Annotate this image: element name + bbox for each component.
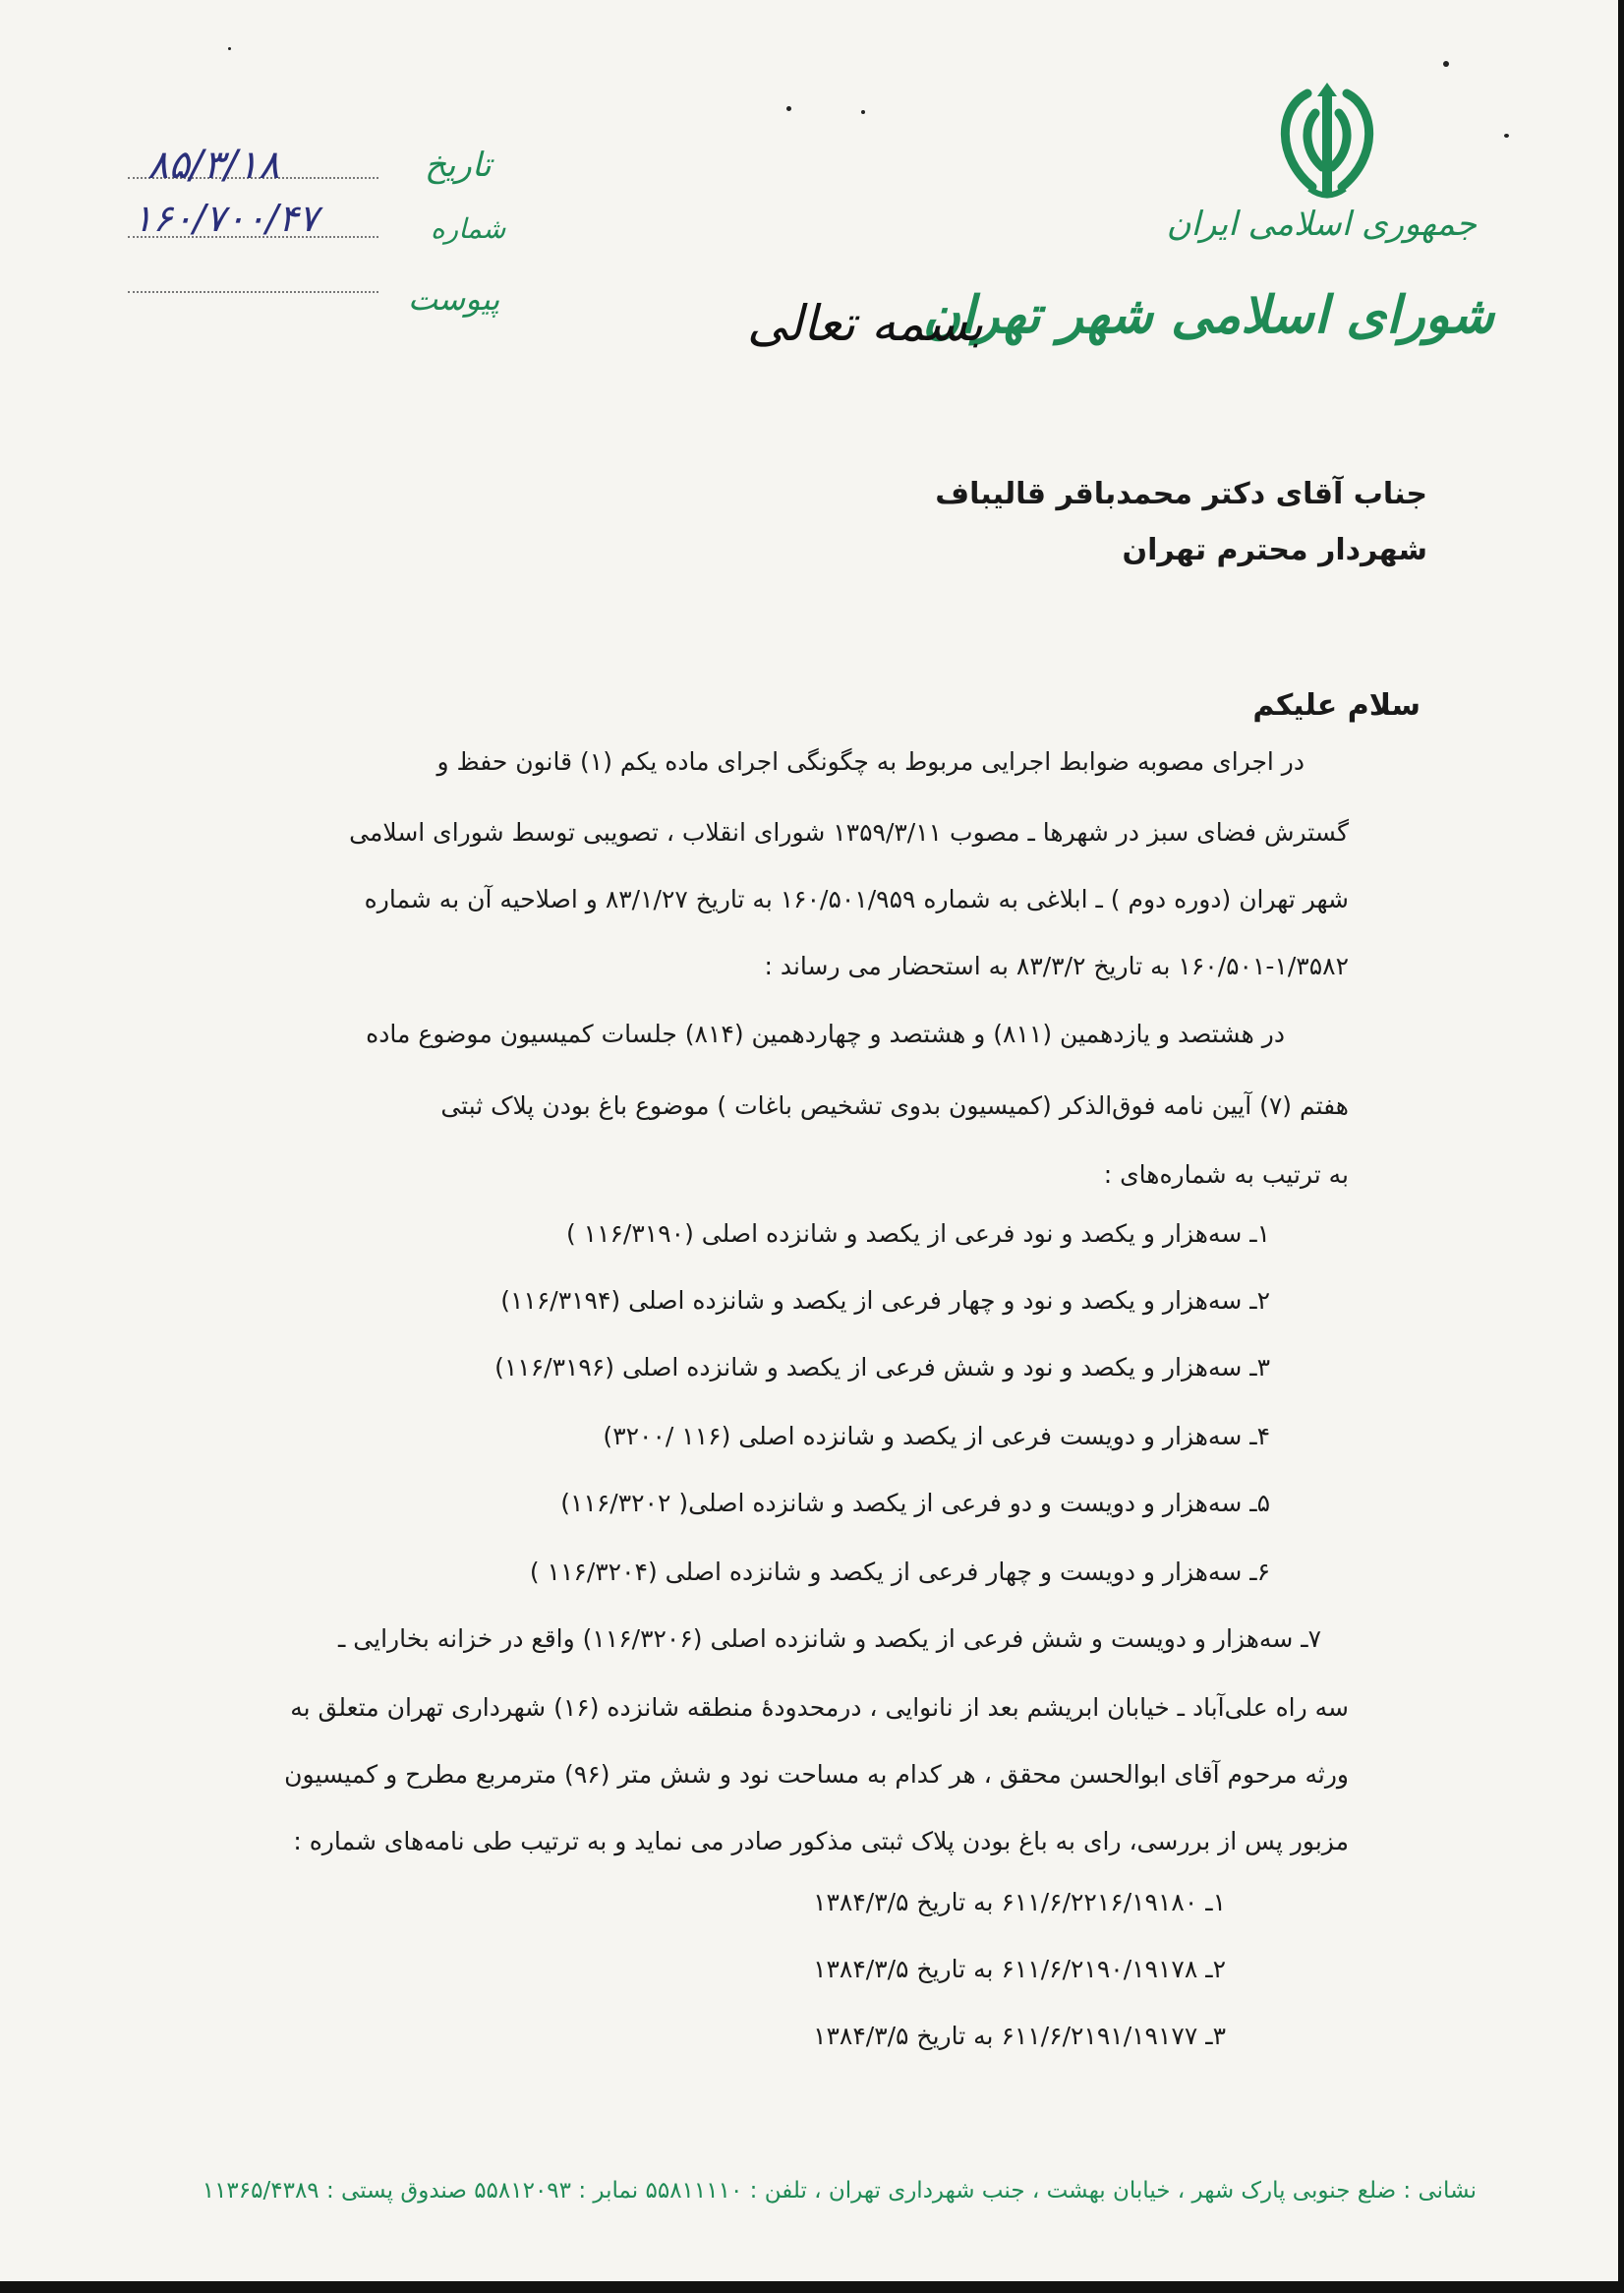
plate-item: ۴ـ سه‌هزار و دویست فرعی از یکصد و شانزده اصلی (۱۱۶ /۳۲۰۰) [603, 1422, 1270, 1450]
addressee-name: جناب آقای دکتر محمدباقر قالیباف [935, 477, 1427, 511]
number-label: شماره [431, 212, 506, 245]
scan-border-right [1618, 0, 1624, 2293]
bismillah-heading: بسمه تعالی [747, 295, 984, 352]
plate-item: ۶ـ سه‌هزار و دویست و چهار فرعی از یکصد و شانزده اصلی (۱۱۶/۳۲۰۴ ) [529, 1558, 1270, 1586]
org-council-name: شورای اسلامی شهر تهران [922, 285, 1494, 345]
paragraph-line: ۱۶۰/۵۰۱-۱/۳۵۸۲ به تاریخ ۸۳/۳/۲ به استحضار می رساند : [764, 952, 1349, 980]
addressee-title: شهردار محترم تهران [1122, 533, 1427, 567]
plate-item: ۲ـ سه‌هزار و یکصد و نود و چهار فرعی از یکصد و شانزده اصلی (۱۱۶/۳۱۹۴) [500, 1286, 1270, 1315]
paragraph-line: به ترتیب به شماره‌های : [1103, 1160, 1349, 1189]
paragraph-line: گسترش فضای سبز در شهرها ـ مصوب ۱۳۵۹/۳/۱۱ شورای انقلاب ، تصویبی توسط شورای اسلامی [349, 818, 1349, 847]
paragraph-line: سه راه علی‌آباد ـ خیابان ابریشم بعد از نانوایی ، درمحدودهٔ منطقه شانزده (۱۶) شهرداری تهران متعلق به [290, 1693, 1349, 1722]
paragraph-line: در هشتصد و یازدهمین (۸۱۱) و هشتصد و چهاردهمین (۸۱۴) جلسات کمیسیون موضوع ماده [366, 1020, 1285, 1048]
letter-reference: ۲ـ ۶۱۱/۶/۲۱۹۰/۱۹۱۷۸ به تاریخ ۱۳۸۴/۳/۵ [813, 1955, 1226, 1983]
attachment-dotted-line [128, 291, 378, 293]
date-value: ۸۵/۳/۱۸ [147, 143, 280, 188]
footer-address: نشانی : ضلع جنوبی پارک شهر ، خیابان بهشت ، جنب شهرداری تهران ، تلفن : ۵۵۸۱۱۱۱۰ نمابر : ۵۵۸۱۲۰۹۳ صندوق پستی : ۱۱۳۶۵/۴۳۸۹ [202, 2178, 1477, 2204]
iran-emblem-icon [1268, 79, 1386, 206]
paragraph-line: شهر تهران (دوره دوم ) ـ ابلاغی به شماره ۱۶۰/۵۰۱/۹۵۹ به تاریخ ۸۳/۱/۲۷ و اصلاحیه آن به شماره [364, 885, 1349, 913]
paragraph-line: ورثه مرحوم آقای ابوالحسن محقق ، هر کدام به مساحت نود و شش متر (۹۶) مترمربع مطرح و کمیسیون [284, 1760, 1349, 1789]
paragraph-line: هفتم (۷) آیین نامه فوق‌الذکر (کمیسیون بدوی تشخیص باغات ) موضوع باغ بودن پلاک ثبتی [440, 1091, 1349, 1120]
letter-reference: ۳ـ ۶۱۱/۶/۲۱۹۱/۱۹۱۷۷ به تاریخ ۱۳۸۴/۳/۵ [813, 2022, 1226, 2050]
org-country-name: جمهوری اسلامی ایران [1166, 205, 1477, 244]
plate-item: ۵ـ سه‌هزار و دویست و دو فرعی از یکصد و شانزده اصلی( ۱۱۶/۳۲۰۲) [560, 1489, 1270, 1517]
attachment-label: پیوست [408, 280, 500, 318]
paragraph-line: در اجرای مصوبه ضوابط اجرایی مربوط به چگونگی اجرای ماده یکم (۱) قانون حفظ و [436, 747, 1305, 776]
plate-item: ۱ـ سه‌هزار و یکصد و نود فرعی از یکصد و شانزده اصلی (۱۱۶/۳۱۹۰ ) [565, 1219, 1270, 1248]
number-value: ۱۶۰/۷۰۰/۴۷ [133, 197, 319, 240]
plate-item: ۷ـ سه‌هزار و دویست و شش فرعی از یکصد و شانزده اصلی (۱۱۶/۳۲۰۶) واقع در خزانه بخارایی ـ [338, 1624, 1321, 1653]
letter-reference: ۱ـ ۶۱۱/۶/۲۲۱۶/۱۹۱۸۰ به تاریخ ۱۳۸۴/۳/۵ [813, 1888, 1226, 1916]
paragraph-line: مزبور پس از بررسی، رای به باغ بودن پلاک ثبتی مذکور صادر می نماید و به ترتیب طی نامه‌های شماره : [293, 1827, 1349, 1855]
plate-item: ۳ـ سه‌هزار و یکصد و نود و شش فرعی از یکصد و شانزده اصلی (۱۱۶/۳۱۹۶) [494, 1353, 1270, 1382]
scan-border-bottom [0, 2281, 1624, 2293]
greeting: سلام علیکم [1252, 688, 1421, 723]
date-label: تاریخ [425, 146, 492, 185]
